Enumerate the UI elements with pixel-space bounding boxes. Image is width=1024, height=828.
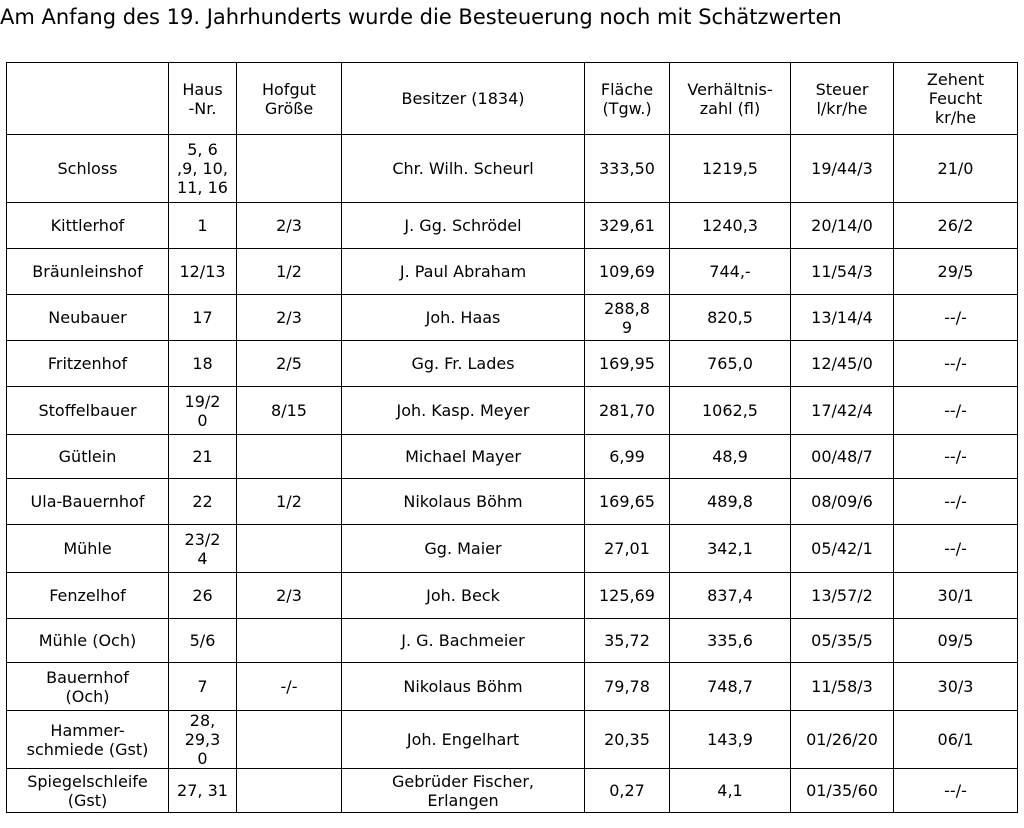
page-title: Am Anfang des 19. Jahrhunderts wurde die Besteuerung noch mit Schätzwerten <box>0 5 842 29</box>
cell-name: Neubauer <box>7 295 169 341</box>
cell-verhaeltniszahl: 143,9 <box>670 711 791 769</box>
cell-zehent: 26/2 <box>894 203 1018 249</box>
cell-hausnr: 5, 6 ,9, 10, 11, 16 <box>169 135 237 203</box>
cell-besitzer: J. Paul Abraham <box>342 249 585 295</box>
cell-hofgut <box>237 711 342 769</box>
cell-name: Fritzenhof <box>7 341 169 387</box>
cell-verhaeltniszahl: 335,6 <box>670 619 791 663</box>
cell-hofgut <box>237 619 342 663</box>
table-row <box>7 249 1018 295</box>
cell-verhaeltniszahl: 1219,5 <box>670 135 791 203</box>
cell-zehent: 30/1 <box>894 573 1018 619</box>
cell-steuer: 13/57/2 <box>791 573 894 619</box>
cell-hausnr: 12/13 <box>169 249 237 295</box>
cell-hofgut: 8/15 <box>237 387 342 435</box>
cell-flaeche: 0,27 <box>585 769 670 813</box>
table-row <box>7 341 1018 387</box>
cell-besitzer: Chr. Wilh. Scheurl <box>342 135 585 203</box>
cell-name: Stoffelbauer <box>7 387 169 435</box>
cell-hausnr: 5/6 <box>169 619 237 663</box>
cell-hofgut <box>237 769 342 813</box>
cell-steuer: 00/48/7 <box>791 435 894 479</box>
cell-steuer: 05/42/1 <box>791 525 894 573</box>
cell-hofgut: -/- <box>237 663 342 711</box>
cell-besitzer: Gg. Fr. Lades <box>342 341 585 387</box>
cell-zehent: 09/5 <box>894 619 1018 663</box>
cell-verhaeltniszahl: 744,- <box>670 249 791 295</box>
header-cell-flaeche: Fläche (Tgw.) <box>585 63 670 135</box>
cell-zehent: --/- <box>894 387 1018 435</box>
cell-hausnr: 21 <box>169 435 237 479</box>
cell-flaeche: 6,99 <box>585 435 670 479</box>
cell-steuer: 11/54/3 <box>791 249 894 295</box>
table-row <box>7 479 1018 525</box>
cell-verhaeltniszahl: 1240,3 <box>670 203 791 249</box>
cell-flaeche: 109,69 <box>585 249 670 295</box>
header-cell-hofgut: Hofgut Größe <box>237 63 342 135</box>
cell-zehent: 21/0 <box>894 135 1018 203</box>
cell-flaeche: 20,35 <box>585 711 670 769</box>
tax-table <box>6 62 1018 813</box>
cell-zehent: --/- <box>894 295 1018 341</box>
table-row <box>7 135 1018 203</box>
cell-steuer: 11/58/3 <box>791 663 894 711</box>
cell-verhaeltniszahl: 48,9 <box>670 435 791 479</box>
cell-name: Spiegelschleife (Gst) <box>7 769 169 813</box>
cell-flaeche: 169,95 <box>585 341 670 387</box>
cell-steuer: 13/14/4 <box>791 295 894 341</box>
cell-hausnr: 19/2 0 <box>169 387 237 435</box>
cell-hausnr: 18 <box>169 341 237 387</box>
cell-zehent: --/- <box>894 341 1018 387</box>
cell-verhaeltniszahl: 820,5 <box>670 295 791 341</box>
table-row <box>7 295 1018 341</box>
cell-besitzer: Joh. Kasp. Meyer <box>342 387 585 435</box>
table-body <box>7 135 1018 813</box>
cell-hausnr: 27, 31 <box>169 769 237 813</box>
cell-hofgut <box>237 435 342 479</box>
table-row <box>7 525 1018 573</box>
cell-name: Gütlein <box>7 435 169 479</box>
cell-name: Bräunleinshof <box>7 249 169 295</box>
cell-hausnr: 17 <box>169 295 237 341</box>
cell-verhaeltniszahl: 489,8 <box>670 479 791 525</box>
cell-flaeche: 288,8 9 <box>585 295 670 341</box>
cell-flaeche: 79,78 <box>585 663 670 711</box>
cell-verhaeltniszahl: 765,0 <box>670 341 791 387</box>
cell-zehent: 30/3 <box>894 663 1018 711</box>
cell-steuer: 05/35/5 <box>791 619 894 663</box>
cell-flaeche: 27,01 <box>585 525 670 573</box>
cell-hausnr: 23/2 4 <box>169 525 237 573</box>
cell-name: Schloss <box>7 135 169 203</box>
header-cell-steuer: Steuer l/kr/he <box>791 63 894 135</box>
cell-besitzer: Gg. Maier <box>342 525 585 573</box>
cell-zehent: --/- <box>894 769 1018 813</box>
cell-flaeche: 125,69 <box>585 573 670 619</box>
cell-name: Fenzelhof <box>7 573 169 619</box>
cell-name: Mühle <box>7 525 169 573</box>
cell-besitzer: Nikolaus Böhm <box>342 479 585 525</box>
cell-steuer: 20/14/0 <box>791 203 894 249</box>
cell-hofgut: 1/2 <box>237 249 342 295</box>
cell-steuer: 08/09/6 <box>791 479 894 525</box>
cell-besitzer: Michael Mayer <box>342 435 585 479</box>
cell-flaeche: 35,72 <box>585 619 670 663</box>
table-row <box>7 769 1018 813</box>
table-row <box>7 619 1018 663</box>
header-row <box>7 63 1018 135</box>
cell-hofgut: 1/2 <box>237 479 342 525</box>
cell-name: Kittlerhof <box>7 203 169 249</box>
cell-hausnr: 22 <box>169 479 237 525</box>
cell-flaeche: 333,50 <box>585 135 670 203</box>
header-cell-besitzer: Besitzer (1834) <box>342 63 585 135</box>
cell-besitzer: Gebrüder Fischer, Erlangen <box>342 769 585 813</box>
cell-hofgut: 2/5 <box>237 341 342 387</box>
cell-hofgut: 2/3 <box>237 573 342 619</box>
table-row <box>7 573 1018 619</box>
cell-verhaeltniszahl: 837,4 <box>670 573 791 619</box>
cell-hofgut: 2/3 <box>237 295 342 341</box>
cell-hofgut <box>237 135 342 203</box>
cell-hausnr: 1 <box>169 203 237 249</box>
cell-steuer: 01/26/20 <box>791 711 894 769</box>
cell-steuer: 17/42/4 <box>791 387 894 435</box>
cell-besitzer: J. Gg. Schrödel <box>342 203 585 249</box>
cell-steuer: 12/45/0 <box>791 341 894 387</box>
table-row <box>7 387 1018 435</box>
cell-flaeche: 169,65 <box>585 479 670 525</box>
cell-verhaeltniszahl: 1062,5 <box>670 387 791 435</box>
cell-name: Mühle (Och) <box>7 619 169 663</box>
cell-hofgut <box>237 525 342 573</box>
header-cell-zehent: Zehent Feucht kr/he <box>894 63 1018 135</box>
cell-verhaeltniszahl: 748,7 <box>670 663 791 711</box>
cell-verhaeltniszahl: 342,1 <box>670 525 791 573</box>
cell-besitzer: Nikolaus Böhm <box>342 663 585 711</box>
cell-besitzer: Joh. Beck <box>342 573 585 619</box>
header-cell-hausnr: Haus -Nr. <box>169 63 237 135</box>
cell-besitzer: J. G. Bachmeier <box>342 619 585 663</box>
header-cell-name <box>7 63 169 135</box>
cell-zehent: --/- <box>894 435 1018 479</box>
cell-hausnr: 7 <box>169 663 237 711</box>
cell-name: Ula-Bauernhof <box>7 479 169 525</box>
cell-flaeche: 329,61 <box>585 203 670 249</box>
cell-zehent: --/- <box>894 525 1018 573</box>
cell-besitzer: Joh. Haas <box>342 295 585 341</box>
cell-steuer: 19/44/3 <box>791 135 894 203</box>
cell-besitzer: Joh. Engelhart <box>342 711 585 769</box>
cell-hausnr: 28, 29,3 0 <box>169 711 237 769</box>
cell-verhaeltniszahl: 4,1 <box>670 769 791 813</box>
header-cell-verhaeltniszahl: Verhältnis- zahl (fl) <box>670 63 791 135</box>
cell-flaeche: 281,70 <box>585 387 670 435</box>
table-row <box>7 435 1018 479</box>
cell-hofgut: 2/3 <box>237 203 342 249</box>
table-row <box>7 203 1018 249</box>
cell-name: Hammer- schmiede (Gst) <box>7 711 169 769</box>
cell-hausnr: 26 <box>169 573 237 619</box>
cell-zehent: 29/5 <box>894 249 1018 295</box>
table-row <box>7 711 1018 769</box>
cell-zehent: 06/1 <box>894 711 1018 769</box>
cell-steuer: 01/35/60 <box>791 769 894 813</box>
cell-name: Bauernhof (Och) <box>7 663 169 711</box>
cell-zehent: --/- <box>894 479 1018 525</box>
table-row <box>7 663 1018 711</box>
